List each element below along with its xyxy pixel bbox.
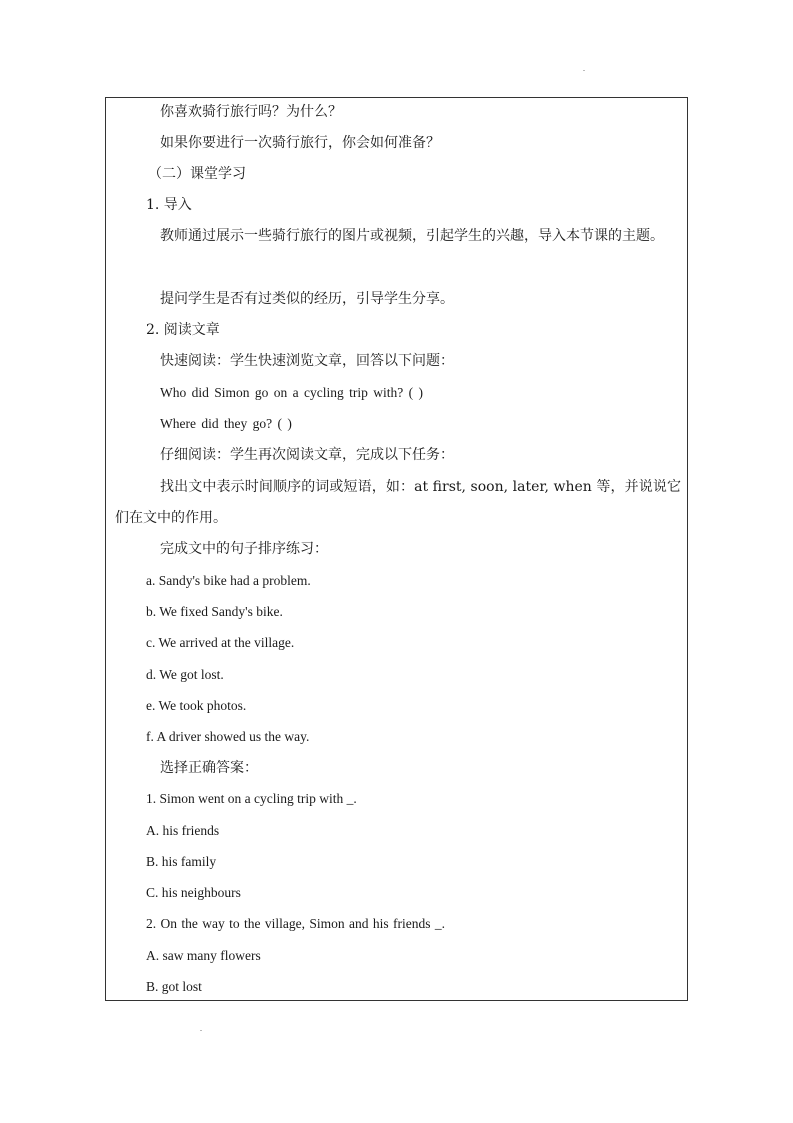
- ordering-item-c: c. We arrived at the village.: [146, 635, 295, 650]
- mc-q1-option-a: A. his friends: [146, 823, 220, 838]
- step-heading-reading: 2. 阅读文章: [146, 322, 220, 338]
- mc-q1-option-c: C. his neighbours: [146, 885, 241, 900]
- mc-q1-option-b: B. his family: [146, 854, 217, 869]
- mc-question-1: 1. Simon went on a cycling trip with _.: [146, 791, 357, 806]
- task-sentence-ordering: 完成文中的句子排序练习：: [160, 541, 328, 557]
- ordering-item-d: d. We got lost.: [146, 667, 224, 682]
- question-how-prepare: 如果你要进行一次骑行旅行，你会如何准备？: [160, 135, 440, 151]
- ordering-item-f: f. A driver showed us the way.: [146, 729, 310, 744]
- task-choose-answer: 选择正确答案：: [160, 760, 258, 776]
- mc-q2-option-b: B. got lost: [146, 979, 202, 994]
- ordering-item-b: b. We fixed Sandy's bike.: [146, 604, 283, 619]
- step-heading-introduction: 1. 导入: [146, 197, 192, 213]
- question-like-cycling: 你喜欢骑行旅行吗？为什么？: [160, 104, 342, 120]
- fast-reading-instruction: 快速阅读：学生快速浏览文章，回答以下问题：: [160, 353, 454, 369]
- section-heading-classroom-learning: （二）课堂学习: [148, 166, 246, 182]
- ordering-item-e: e. We took photos.: [146, 698, 247, 713]
- scan-speck: [200, 1030, 202, 1031]
- mc-question-2: 2. On the way to the village, Simon and his friends _.: [146, 916, 445, 931]
- mc-q2-option-a: A. saw many flowers: [146, 948, 261, 963]
- ordering-item-a: a. Sandy's bike had a problem.: [146, 573, 311, 588]
- fast-reading-question-1: Who did Simon go on a cycling trip with? ( ): [160, 385, 423, 400]
- paragraph-teacher-shows-pictures: 教师通过展示一些骑行旅行的图片或视频，引起学生的兴趣，导入本节课的主题。: [160, 228, 664, 244]
- scan-speck: [583, 70, 585, 71]
- fast-reading-question-2: Where did they go? ( ): [160, 416, 292, 431]
- paragraph-ask-students-share: 提问学生是否有过类似的经历，引导学生分享。: [160, 291, 454, 307]
- careful-reading-instruction: 仔细阅读：学生再次阅读文章，完成以下任务：: [160, 447, 454, 463]
- task-find-time-words: 找出文中表示时间顺序的词或短语，如：at first, soon, later, when 等，并说说它们在文中的作用。: [115, 479, 681, 526]
